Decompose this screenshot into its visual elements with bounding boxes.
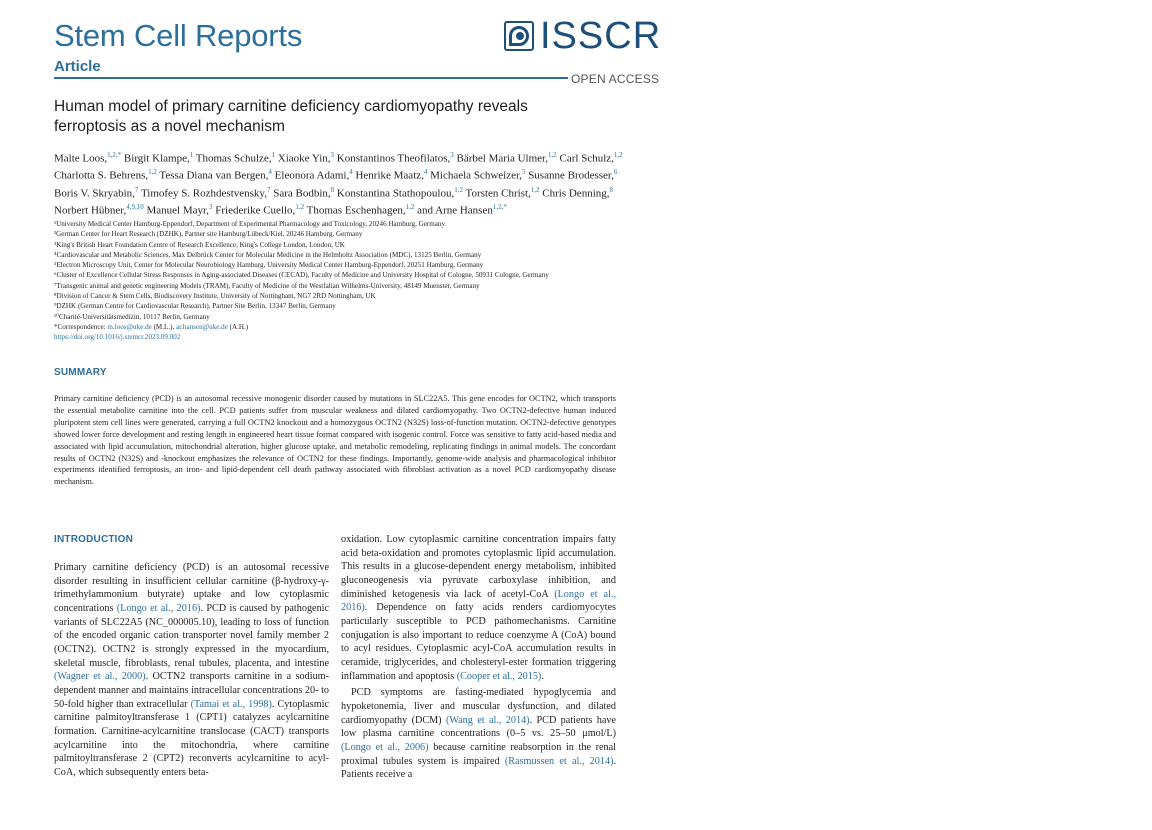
affiliation-marker: 5 bbox=[521, 168, 526, 177]
citation-link[interactable]: (Wang et al., 2014) bbox=[445, 714, 530, 726]
author-name: Konstantina Stathopoulou, bbox=[336, 187, 455, 200]
author-name: Friederike Cuello, bbox=[215, 204, 296, 217]
affiliation-marker: 4 bbox=[349, 168, 353, 177]
citation-link[interactable]: (Longo et al., 2016) bbox=[116, 602, 201, 614]
author-name: Timofey S. Rozhdestvensky, bbox=[140, 187, 267, 200]
affiliation-marker: 1,2 bbox=[530, 185, 540, 194]
article-type-label: Article bbox=[54, 58, 101, 75]
author-name: Norbert Hübner, bbox=[54, 204, 127, 217]
affiliation-marker: 1,2 bbox=[148, 168, 157, 177]
affiliation-marker: 1,2 bbox=[613, 151, 623, 159]
introduction-column-left bbox=[54, 561, 329, 780]
affiliation-item: ⁶Cluster of Excellence Cellular Stress Responses in Aging-associated Diseases (CECAD), Faculty of Medicine and University Hospital of Cologne, 50931 Cologne, Germany bbox=[54, 271, 549, 280]
affiliation-marker: 4,9,10 bbox=[126, 202, 144, 211]
affiliation-marker: 1,2,* bbox=[492, 202, 507, 211]
author-name: Susanne Brodesser, bbox=[528, 169, 614, 182]
article-title: Human model of primary carnitine deficiency cardiomyopathy reveals ferroptosis as a novel mechanism bbox=[54, 98, 528, 135]
author-name: Eleonora Adami, bbox=[274, 169, 350, 182]
isscr-logo-text: ISSCR bbox=[540, 15, 662, 57]
author-name: Carl Schulz, bbox=[559, 152, 614, 165]
author-list bbox=[54, 149, 629, 218]
affiliation-item: ³King's British Heart Foundation Centre of Research Excellence, King's College London, London, UK bbox=[54, 240, 345, 249]
body-text: PCD symptoms are fasting-mediated hypoglycemia and hypoketonemia, liver and muscular dysfunction, and dilated cardiomyopathy (DCM) bbox=[341, 687, 616, 726]
isscr-logo bbox=[504, 17, 661, 55]
affiliation-list bbox=[54, 219, 629, 343]
email-link-hansen[interactable]: ar.hansen@uke.de bbox=[176, 322, 228, 331]
author-name: Boris V. Skryabin, bbox=[54, 187, 135, 200]
body-text: . Cytoplasmic carnitine palmitoyltransferase 1 (CPT1) catalyzes acylcarnitine formation. Carnitine-acylcarnitine translocase (CACT) transports acylcarnitine into the mitochondria, where carnitine palmitoyltransferase 2 (CPT2) reconverts acylcarnitine to acyl-CoA, which subsequently enters beta- bbox=[54, 698, 329, 778]
author-name: Xiaoke Yin, bbox=[277, 152, 331, 165]
affiliation-item: ⁵Electron Microscopy Unit, Center for Molecular Neurobiology Hamburg, University Medical Center Hamburg-Eppendorf, 20251 Hamburg, Germany bbox=[54, 261, 484, 270]
citation-link[interactable]: (Cooper et al., 2015) bbox=[456, 670, 542, 682]
affiliation-item: ²German Center for Heart Research (DZHK), Partner site Hamburg/Lübeck/Kiel, 20246 Hamburg, Germany bbox=[54, 230, 363, 239]
body-text: Primary carnitine deficiency (PCD) is an autosomal recessive disorder resulting in insufficient cellular carnitine (β-hydroxy-γ-trimethylammonium butyrate) uptake and low cytoplasmic concentrations bbox=[54, 562, 329, 614]
introduction-heading: INTRODUCTION bbox=[54, 534, 134, 545]
header-rule bbox=[54, 77, 568, 79]
author-name: and Arne Hansen bbox=[417, 204, 493, 217]
affiliation-marker: 1 bbox=[271, 151, 276, 159]
affiliation-marker: 4 bbox=[423, 168, 428, 177]
author-name: Thomas Eschenhagen, bbox=[306, 204, 406, 217]
body-text: . Dependence on fatty acids renders cardiomyocytes particularly susceptible to PCD pathomechanisms. Carnitine conjugation is also important to reduce coenzyme A (CoA) bound to acyl residues. Cytoplasmic acyl-CoA accumulation results in ceramide, triglycerides, and cholesteryl-ester formation triggering inflammation and apoptosis bbox=[341, 602, 616, 682]
body-text: because carnitine reabsorption in the renal proximal tubules system is impaired bbox=[341, 741, 616, 767]
author-name: Torsten Christ, bbox=[465, 187, 531, 200]
author-name: Tessa Diana van Bergen, bbox=[159, 169, 269, 182]
summary-text: Primary carnitine deficiency (PCD) is an autosomal recessive monogenic disorder caused by mutations in SLC22A5. This gene encodes for OCTN2, which transports the essential metabolite carnitine into the cell. PCD patients suffer from muscular weakness and dilated cardiomyopathy. Two OCTN2-defective human induced pluripotent stem cell lines were generated, carrying a full OCTN2 knockout and a homozygous OCTN2 (N32S) loss-of-function mutation. OCTN2-defective genotypes showed lower force development and resting length in engineered heart tissue format compared with isogenic control. Force was sensitive to fatty acid-based media and associated with lipid accumulation, mitochondrial alteration, higher glucose uptake, and metabolic remodeling, replicating findings in animal models. The concordant results of OCTN2 (N32S) and -knockout emphasizes the relevance of OCTN2 for these findings. Importantly, genome-wide analysis and pharmacological inhibitor experiments identified ferroptosis, an iron- and lipid-dependent cell death pathway associated with fibroblast activation as a novel PCD cardiomyopathy disease mechanism. bbox=[54, 394, 616, 487]
citation-link[interactable]: (Longo et al., 2016) bbox=[341, 588, 616, 614]
open-access-label: OPEN ACCESS bbox=[571, 72, 660, 86]
affiliation-marker: 4 bbox=[268, 168, 272, 177]
introduction-column-right bbox=[341, 533, 616, 782]
affiliation-marker: 1 bbox=[189, 151, 194, 159]
affiliation-marker: 1,2 bbox=[548, 151, 557, 159]
summary-heading: SUMMARY bbox=[54, 367, 107, 378]
author-name: Manuel Mayr, bbox=[146, 204, 210, 217]
author-name: Sara Bodbin, bbox=[273, 187, 331, 200]
author-name: Henrike Maatz, bbox=[355, 169, 424, 182]
author-name: Thomas Schulze, bbox=[195, 152, 272, 165]
introduction-paragraph bbox=[341, 534, 616, 682]
affiliation-item: ⁴Cardiovascular and Metabolic Sciences, Max Delbrück Center for Molecular Medicine in the Helmholtz Association (MDC), 13125 Berlin, Germany bbox=[54, 250, 482, 259]
body-text: . PCD is caused by pathogenic variants of SLC22A5 (NC_000005.10), leading to loss of function of the encoded organic cation transporter novel family member 2 (OCTN2). OCTN2 is strongly expressed in the myocardium, skeletal muscle, fibroblasts, renal tubules, placenta, and intestine bbox=[54, 602, 330, 669]
author-name: Michaela Schweizer, bbox=[430, 169, 522, 182]
doi-link[interactable]: https://doi.org/10.1016/j.stemcr.2023.09.002 bbox=[54, 333, 181, 342]
citation-link[interactable]: (Wagner et al., 2000) bbox=[54, 671, 146, 683]
author-name: Bärbel Maria Ulmer, bbox=[456, 152, 549, 165]
isscr-logo-icon bbox=[504, 21, 534, 51]
affiliation-marker: 3 bbox=[330, 151, 335, 159]
affiliation-marker: 3 bbox=[209, 202, 213, 211]
affiliation-item: ¹University Medical Center Hamburg-Eppendorf, Department of Experimental Pharmacology and Toxicology, 20246 Hamburg, Germany bbox=[54, 220, 446, 228]
citation-link[interactable]: (Longo et al., 2006) bbox=[341, 741, 429, 753]
affiliation-marker: 6 bbox=[613, 168, 618, 177]
affiliation-marker: 7 bbox=[134, 185, 139, 194]
body-text: . Patients receive a bbox=[341, 755, 616, 781]
introduction-paragraph bbox=[341, 686, 616, 782]
body-text: . bbox=[541, 670, 544, 682]
affiliation-item: ⁸Division of Cancer & Stem Cells, Biodiscovery Institute, University of Nottingham, NG7 2RD Nottingham, UK bbox=[54, 292, 376, 301]
affiliation-marker: 1,2,* bbox=[107, 151, 122, 159]
body-text: oxidation. Low cytoplasmic carnitine concentration impairs fatty acid beta-oxidation and promotes cytoplasmic lipid accumulation. This results in a glucose-dependent energy metabolism, inhibited gluconeogenesis via pyruvate carboxylase inhibition, and diminished ketogenesis via lack of acetyl-CoA bbox=[341, 534, 616, 600]
body-text: . OCTN2 transports carnitine in a sodium-dependent manner and maintains intracellular concentrations 20- to 50-fold higher than extracellular bbox=[54, 671, 329, 710]
citation-link[interactable]: (Tamai et al., 1998) bbox=[190, 698, 272, 710]
correspondence: *Correspondence: m.loos@uke.de (M.L.), ar.hansen@uke.de (A.H.) bbox=[54, 322, 249, 331]
affiliation-marker: 3 bbox=[450, 151, 454, 159]
affiliation-marker: 1,2 bbox=[454, 185, 463, 194]
affiliation-marker: 8 bbox=[330, 185, 335, 194]
affiliation-item: ⁷Transgenic animal and genetic engineering Models (TRAM), Faculty of Medicine of the Westfalian Wilhelms-University, 48149 Muenster, Germany bbox=[54, 281, 480, 290]
affiliation-marker: 1,2 bbox=[295, 202, 305, 211]
author-name: Malte Loos, bbox=[54, 152, 108, 165]
journal-name: Stem Cell Reports bbox=[54, 18, 303, 53]
author-name: Birgit Klampe, bbox=[123, 152, 190, 165]
affiliation-marker: 1,2 bbox=[405, 202, 415, 211]
affiliation-marker: 8 bbox=[609, 185, 614, 194]
author-name: Charlotta S. Behrens, bbox=[54, 169, 149, 182]
affiliation-item: ⁹DZHK (German Centre for Cardiovascular Research), Partner Site Berlin, 13347 Berlin, Germany bbox=[54, 302, 336, 311]
affiliation-item: ¹⁰Charité-Universitätsmedizin, 10117 Berlin, Germany bbox=[54, 312, 210, 321]
body-text: . PCD patients have low plasma carnitine concentrations (0–5 vs. 25–50 μmol/L) bbox=[341, 714, 616, 740]
email-link-loos[interactable]: m.loos@uke.de bbox=[107, 322, 152, 331]
citation-link[interactable]: (Rasmussen et al., 2014) bbox=[504, 755, 614, 767]
author-name: Chris Denning, bbox=[542, 187, 610, 200]
affiliation-marker: 7 bbox=[266, 185, 271, 194]
author-name: Konstantinos Theofilatos, bbox=[336, 152, 451, 165]
